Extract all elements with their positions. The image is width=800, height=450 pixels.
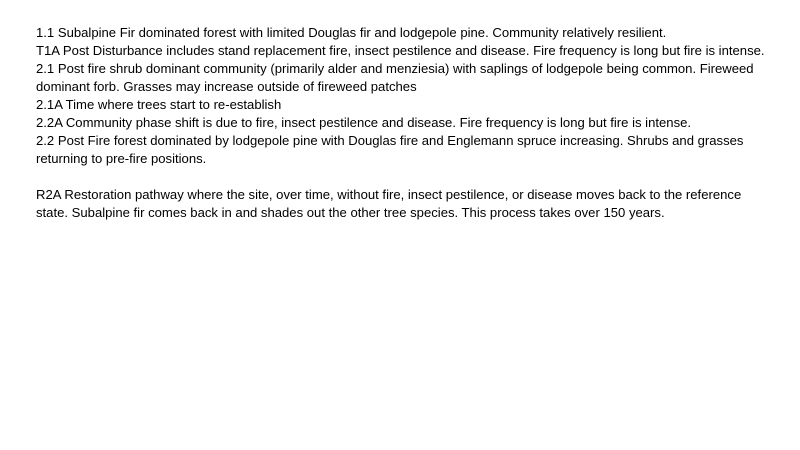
note-community-2-1: 2.1 Post fire shrub dominant community (primarily alder and menziesia) with saplings of lodgepole being common. Fireweed dominant forb. Grasses may increase outside of fireweed patches [36,61,754,94]
state-transition-notes [36,24,766,222]
note-community-2-2: 2.2 Post Fire forest dominated by lodgepole pine with Douglas fire and Englemann spruce increasing. Shrubs and grasses returning to pre-fire positions. [36,133,744,166]
note-pathway-2-1a: 2.1A Time where trees start to re-establish [36,97,282,112]
note-restoration-r2a: R2A Restoration pathway where the site, over time, without fire, insect pestilence, or disease moves back to the reference state. Subalpine fir comes back in and shades out the other tree species. This process takes over 150 years. [36,187,742,220]
paragraph-spacer [36,168,766,186]
note-transition-t1a: T1A Post Disturbance includes stand replacement fire, insect pestilence and disease. Fire frequency is long but fire is intense. [36,43,765,58]
note-community-1-1: 1.1 Subalpine Fir dominated forest with limited Douglas fir and lodgepole pine. Community relatively resilient. [36,25,667,40]
note-pathway-2-2a: 2.2A Community phase shift is due to fire, insect pestilence and disease. Fire frequency is long but fire is intense. [36,115,692,130]
